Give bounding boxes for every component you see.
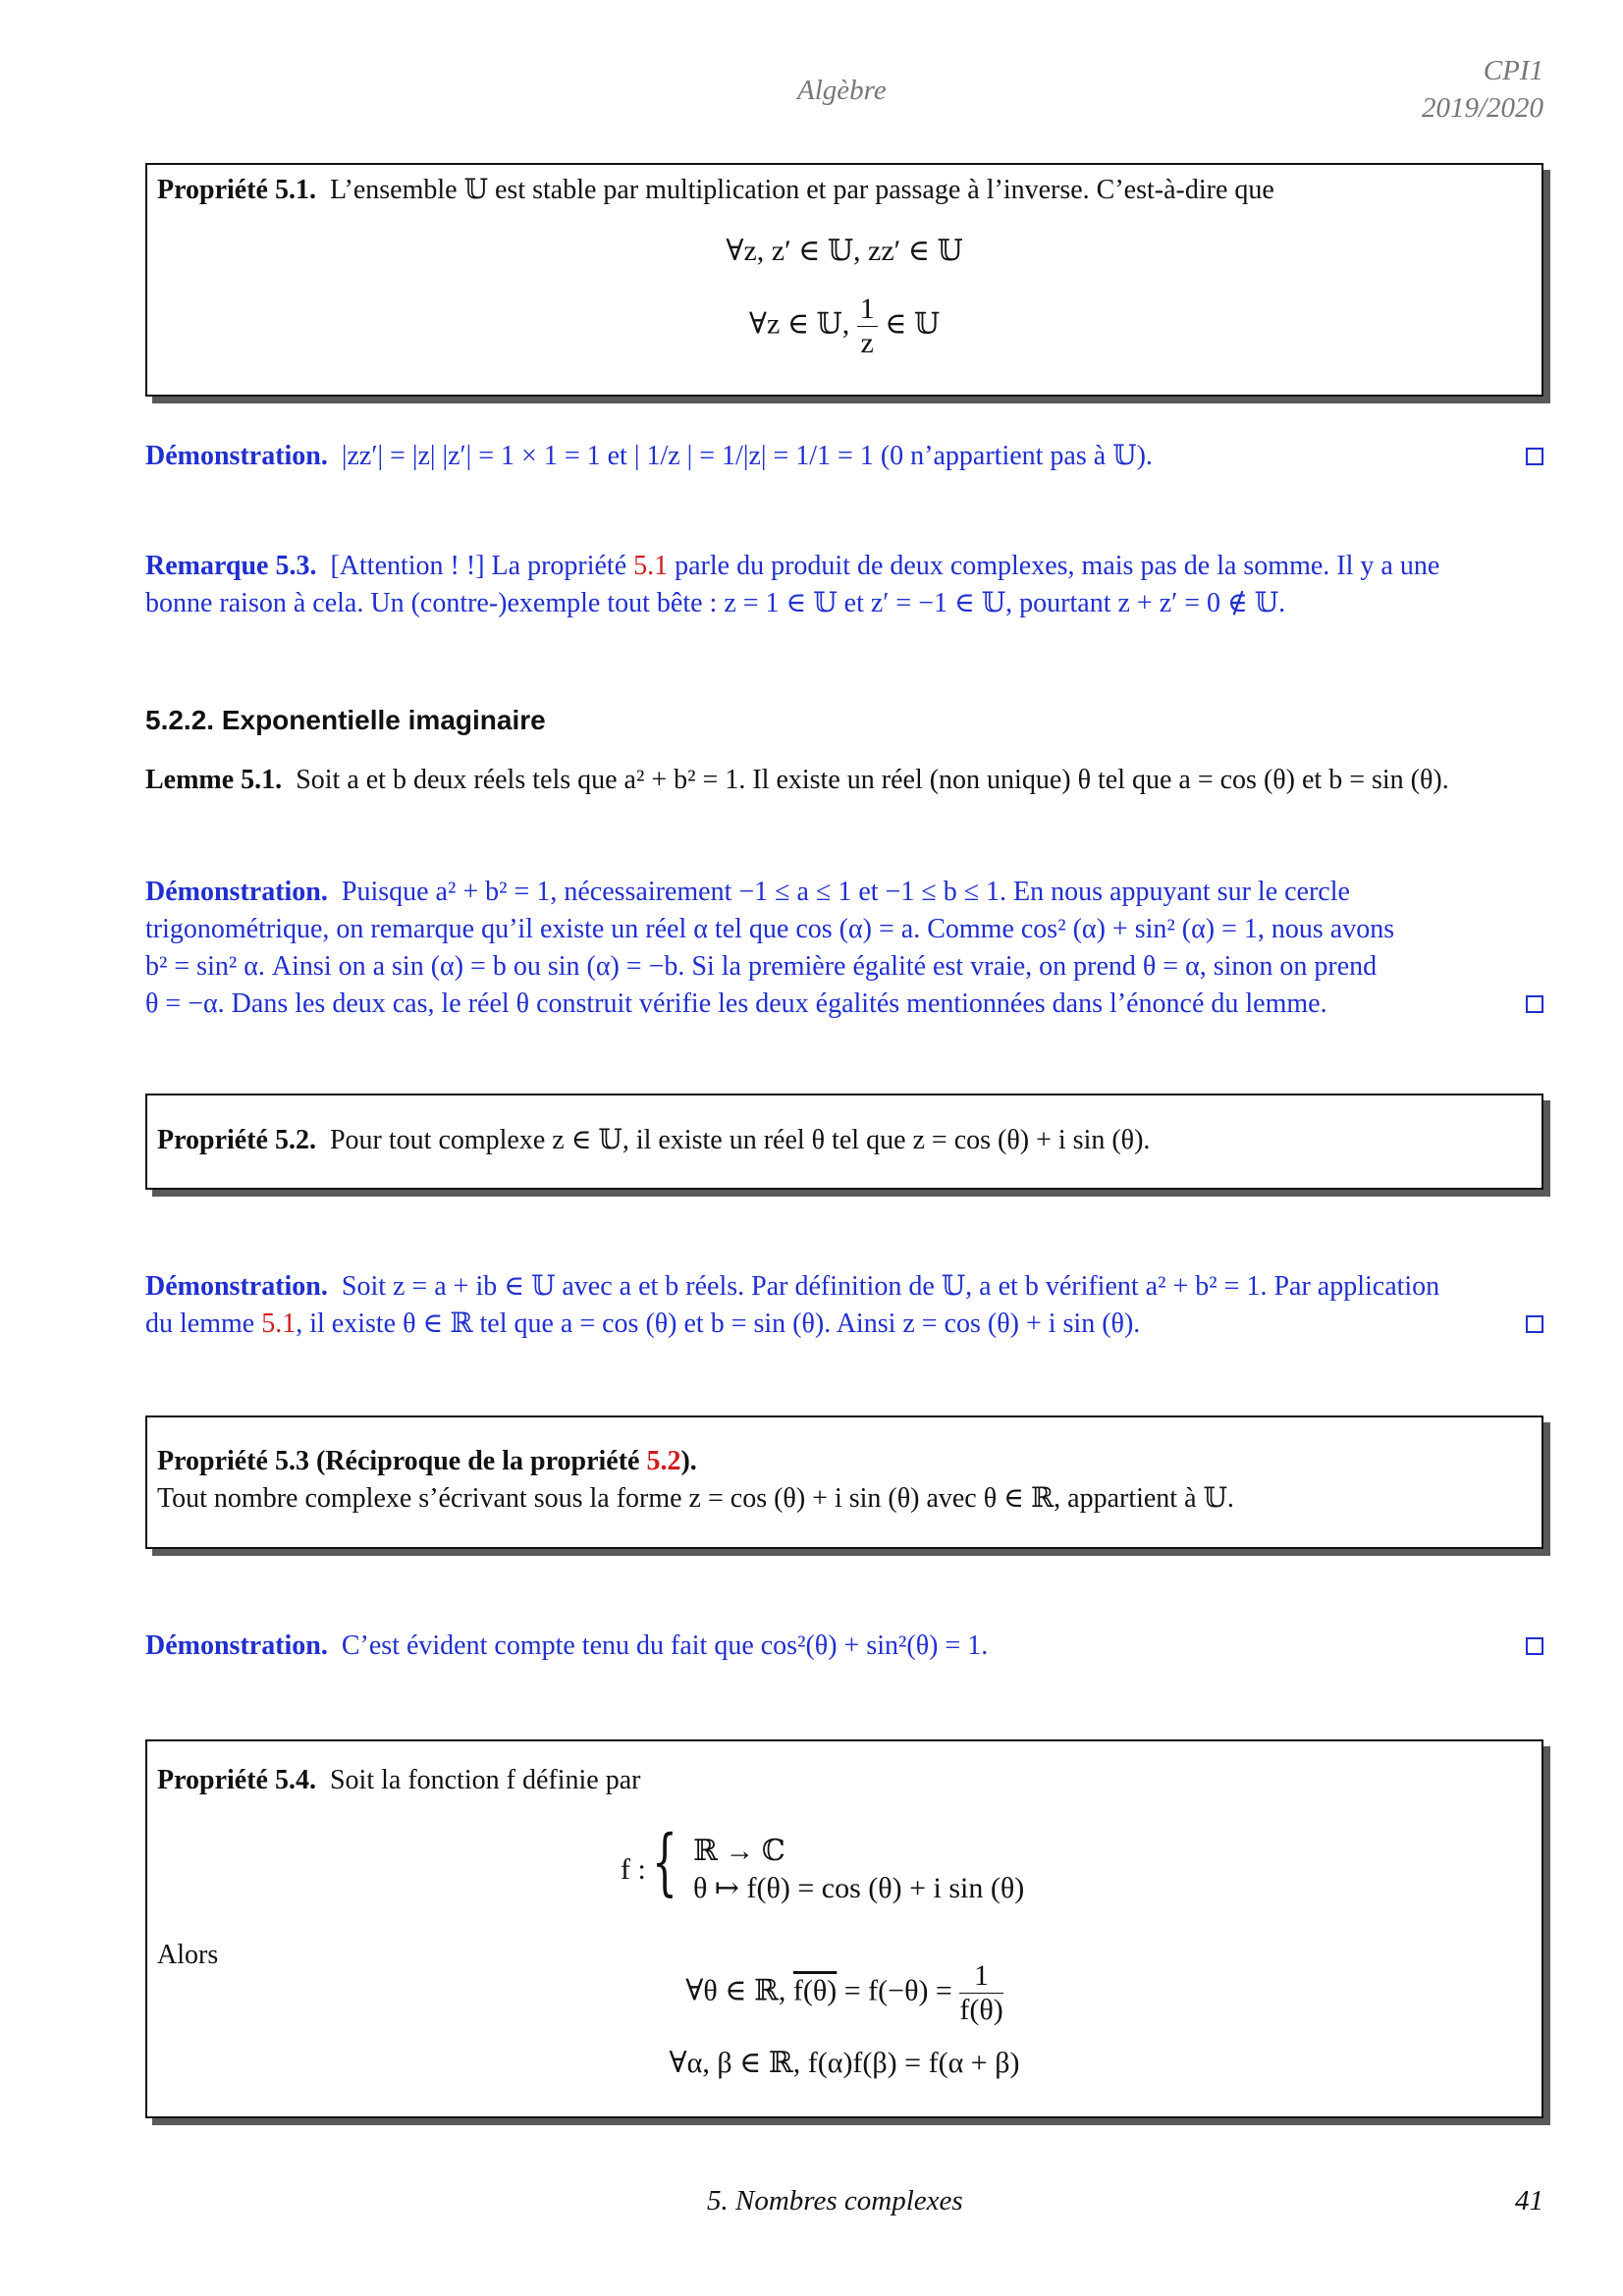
qed-square-icon bbox=[1526, 995, 1543, 1013]
qed-square-icon bbox=[1526, 1637, 1543, 1655]
lemma-5-1-text: Soit a et b deux réels tels que a² + b² = 1. Il existe un réel (non unique) θ tel que a = cos (θ) et b = sin (θ). bbox=[296, 765, 1449, 795]
demonstration-2-title: Démonstration. bbox=[145, 877, 328, 907]
property-ref-link[interactable]: 5.2 bbox=[646, 1446, 681, 1476]
property-5-2-text: Pour tout complexe z ∈ 𝕌, il existe un réel θ tel que z = cos (θ) + i sin (θ). bbox=[329, 1125, 1151, 1155]
property-5-4-equation-1: ∀θ ∈ ℝ, f(θ) = f(−θ) = $\frac{1}{f(\theta)}$ bbox=[685, 1959, 1003, 2026]
demonstration-4-text: C’est évident compte tenu du fait que cos²(θ) + sin²(θ) = 1. bbox=[341, 1630, 989, 1661]
remark-5-3-ref-link[interactable]: 5.1 bbox=[633, 551, 669, 581]
header-class: CPI1 bbox=[1483, 55, 1543, 86]
property-5-1-text: L’ensemble 𝕌 est stable par multiplication et par passage à l’inverse. C’est-à-dire que bbox=[329, 175, 1274, 205]
qed-square-icon bbox=[1526, 448, 1543, 465]
qed-square-icon bbox=[1526, 1315, 1543, 1333]
remark-5-3: Remarque 5.3. [Attention ! !] La propriété 5.1 parle du produit de deux complexes, mais pas de la somme. Il y a une bonne raison à cela. Un (contre-)exemple tout bête : z = 1 ∈ 𝕌 et z′ = −1 ∈ 𝕌, pourtant z + z′ = 0 ∉ 𝕌. bbox=[145, 548, 1543, 622]
demonstration-4 bbox=[145, 1628, 1543, 1665]
property-5-2-title: Propriété 5.2. bbox=[157, 1125, 316, 1155]
property-5-1-title: Propriété 5.1. bbox=[157, 175, 316, 205]
function-definition: f : { ℝ → ℂ θ ↦ f(θ) = cos (θ) + i sin (θ) bbox=[621, 1820, 1025, 1904]
left-brace-icon: { bbox=[652, 1820, 677, 1904]
property-5-4-box bbox=[145, 1739, 1543, 2118]
demonstration-1-text-a: |zz′| = |z| |z′| = 1 × 1 = 1 et bbox=[341, 441, 627, 471]
demonstration-4-title: Démonstration. bbox=[145, 1630, 328, 1661]
property-5-2-box bbox=[145, 1094, 1543, 1190]
demonstration-2: Démonstration. Puisque a² + b² = 1, nécessairement −1 ≤ a ≤ 1 et −1 ≤ b ≤ 1. En nous appuyant sur le cercle trigonométrique, on remarque qu’il existe un réel α tel que cos (α) = a. Comme cos² (α) + sin² (α) = 1, nous avons b² = sin² α. Ainsi on a sin (α) = b ou sin (α) = −b. Si la première égalité est vraie, on prend θ = α, sinon on prend θ = −α. Dans les deux cas, le réel θ construit vérifie les deux égalités mentionnées dans l’énoncé du lemme. bbox=[145, 874, 1543, 1023]
section-title: 5.2.2. Exponentielle imaginaire bbox=[145, 705, 546, 735]
property-5-4-equation-2: ∀α, β ∈ ℝ, f(α)f(β) = f(α + β) bbox=[669, 2047, 1020, 2079]
demonstration-3: Démonstration. Soit z = a + ib ∈ 𝕌 avec a et b réels. Par définition de 𝕌, a et b vérifient a² + b² = 1. Par application du lemme 5.1, il existe θ ∈ ℝ tel que a = cos (θ) et b = sin (θ). Ainsi z = cos (θ) + i sin (θ). bbox=[145, 1268, 1543, 1343]
header-subject: Algèbre bbox=[797, 75, 887, 106]
demonstration-1-text-b: | 1/z | = 1/|z| = 1/1 = 1 (0 n’appartient pas à 𝕌). bbox=[633, 441, 1153, 471]
property-5-3-text: Tout nombre complexe s’écrivant sous la forme z = cos (θ) + i sin (θ) avec θ ∈ ℝ, appartient à 𝕌. bbox=[157, 1483, 1234, 1514]
footer-page-number: 41 bbox=[1515, 2185, 1543, 2216]
property-5-1-box bbox=[145, 163, 1543, 397]
lemma-5-1 bbox=[145, 762, 1543, 799]
header-year: 2019/2020 bbox=[1421, 92, 1543, 124]
demonstration-3-title: Démonstration. bbox=[145, 1271, 328, 1302]
property-5-3-title: Propriété 5.3 (Réciproque de la propriété 5.2). bbox=[157, 1446, 697, 1476]
footer-chapter: 5. Nombres complexes bbox=[707, 2185, 963, 2216]
lemma-ref-link[interactable]: 5.1 bbox=[261, 1308, 297, 1339]
alors-label: Alors bbox=[157, 1940, 219, 1970]
property-5-4-text: Soit la fonction f définie par bbox=[329, 1765, 641, 1795]
property-5-4-title: Propriété 5.4. bbox=[157, 1765, 316, 1795]
lemma-5-1-title: Lemme 5.1. bbox=[145, 765, 283, 795]
property-5-3-box bbox=[145, 1415, 1543, 1549]
remark-5-3-line-2: bonne raison à cela. Un (contre-)exemple tout bête : z = 1 ∈ 𝕌 et z′ = −1 ∈ 𝕌, pourtant z + z′ = 0 ∉ 𝕌. bbox=[145, 588, 1286, 618]
property-5-1-formula-2: ∀z ∈ 𝕌, $\frac{1}{z}$ ∈ 𝕌 bbox=[748, 293, 941, 359]
demonstration-1-title: Démonstration. bbox=[145, 441, 328, 471]
property-5-1-formula-1: ∀z, z′ ∈ 𝕌, zz′ ∈ 𝕌 bbox=[726, 235, 963, 267]
remark-5-3-title: Remarque 5.3. bbox=[145, 551, 317, 581]
demonstration-1 bbox=[145, 438, 1543, 475]
